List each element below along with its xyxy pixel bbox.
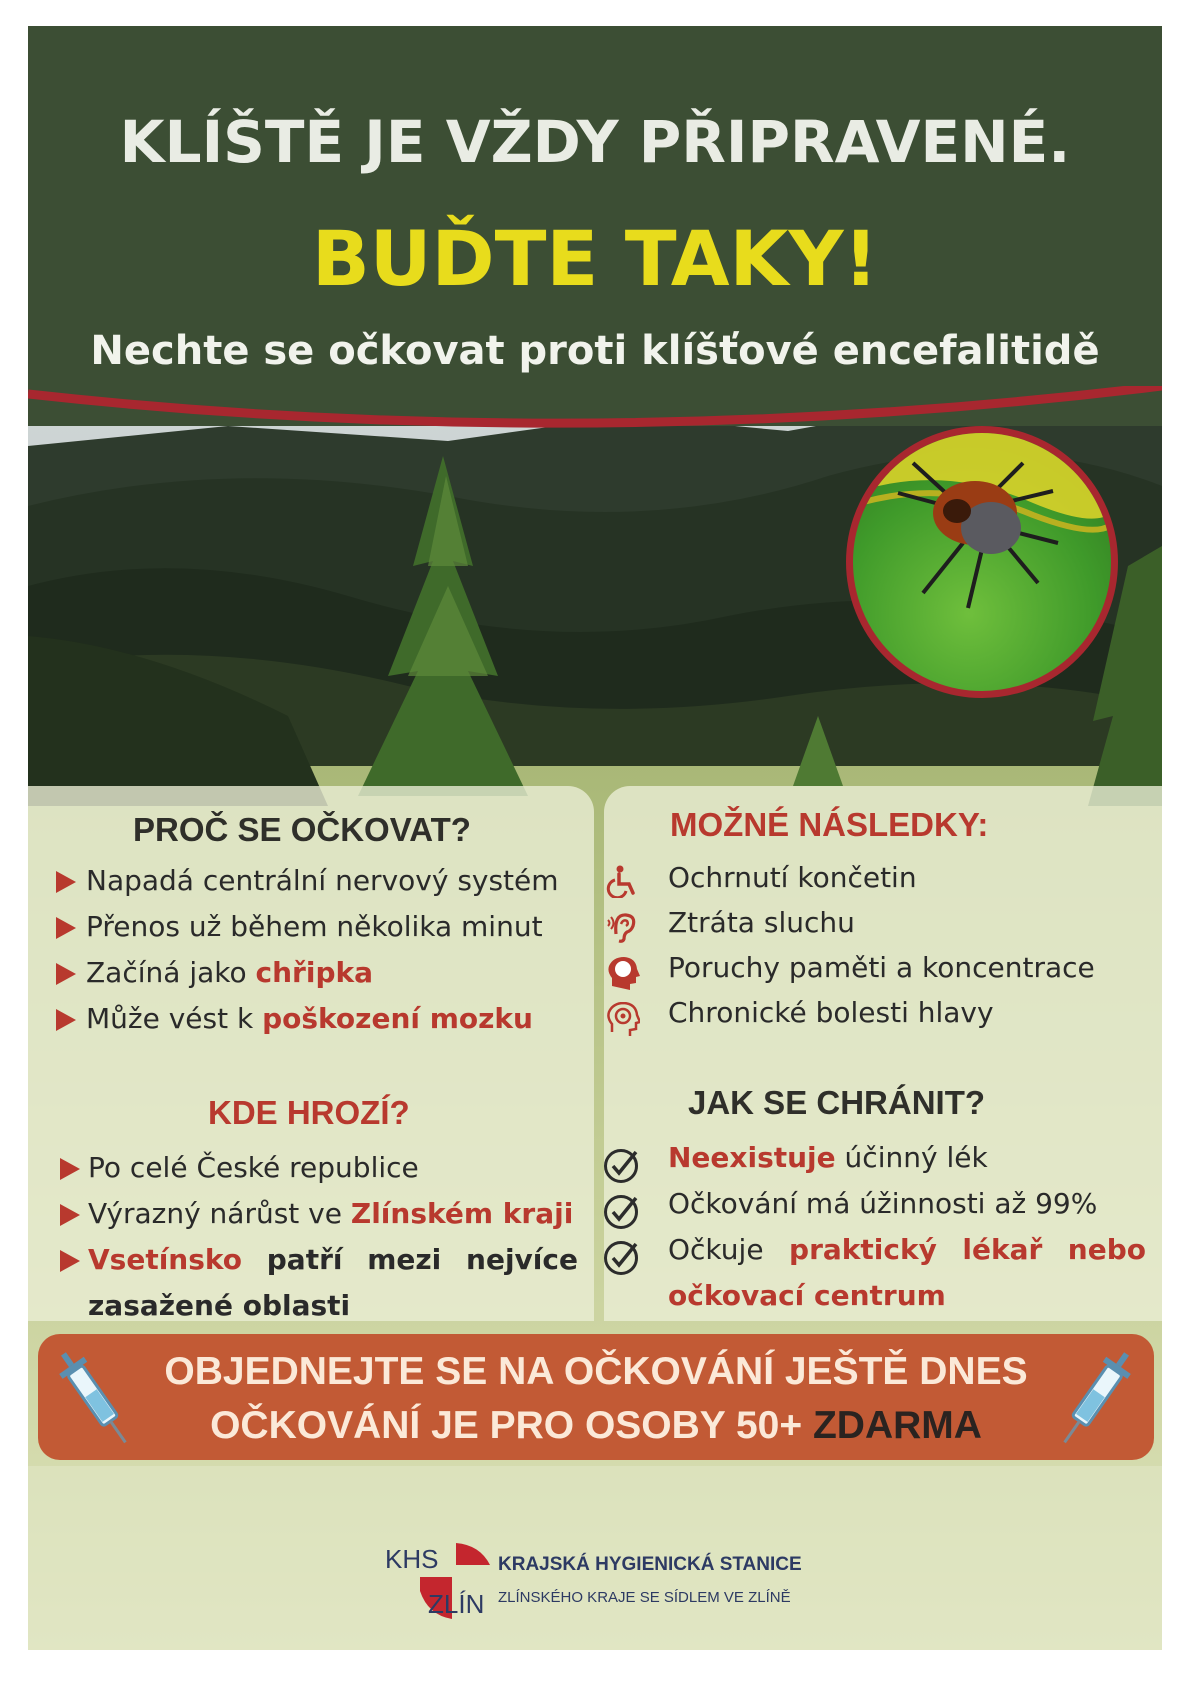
subheadline: Nechte se očkovat proti klíšťové encefalitidě <box>90 328 1100 374</box>
syringe-icon <box>50 1344 140 1454</box>
where-item-3-line1: Vsetínsko patří mezi nejvíce <box>88 1243 578 1276</box>
banner-line-1: OBJEDNEJTE SE NA OČKOVÁNÍ JEŠTĚ DNES <box>164 1350 1028 1393</box>
call-to-action-banner <box>38 1334 1154 1460</box>
banner-free-word: ZDARMA <box>812 1404 982 1447</box>
check-circle-icon <box>602 1239 640 1277</box>
logo-abbr-top: KHS <box>385 1544 439 1574</box>
where-item-3-line2: zasažené oblasti <box>88 1289 351 1322</box>
bullet-triangle-icon <box>56 917 76 939</box>
why-item-3: Začíná jako chřipka <box>86 956 374 989</box>
bullet-triangle-icon <box>56 1009 76 1031</box>
headline-emphasis: BUĎTE TAKY! <box>311 214 879 303</box>
check-circle-icon <box>602 1147 640 1185</box>
logo-organization-name: KRAJSKÁ HYGIENICKÁ STANICE <box>498 1554 802 1575</box>
section-title-consequences: MOŽNÉ NÁSLEDKY: <box>670 806 989 843</box>
banner-line-2: OČKOVÁNÍ JE PRO OSOBY 50+ ZDARMA <box>210 1404 982 1447</box>
poster <box>28 26 1162 1650</box>
bullet-triangle-icon <box>60 1158 80 1180</box>
syringe-icon <box>1050 1344 1140 1454</box>
head-pain-icon <box>606 1002 640 1038</box>
where-item-1: Po celé České republice <box>88 1151 419 1184</box>
why-item-3-highlight: chřipka <box>255 956 374 989</box>
consequence-item-4: Chronické bolesti hlavy <box>668 996 994 1029</box>
where-item-2-highlight: Zlínském kraji <box>350 1197 574 1230</box>
consequence-item-3: Poruchy paměti a koncentrace <box>668 951 1095 984</box>
protect-item-2: Očkování má úžinnosti až 99% <box>668 1187 1098 1220</box>
why-item-1: Napadá centrální nervový systém <box>86 864 559 897</box>
logo-abbr-bottom: ZLÍN <box>428 1589 485 1619</box>
consequence-item-1: Ochrnutí končetin <box>668 861 917 894</box>
section-title-where: KDE HROZÍ? <box>208 1094 410 1131</box>
logo-organization-subname: ZLÍNSKÉHO KRAJE SE SÍDLEM VE ZLÍNĚ <box>498 1589 791 1606</box>
protect-item-3-line1: Očkuje praktický lékař nebo <box>668 1233 1146 1266</box>
bullet-triangle-icon <box>56 963 76 985</box>
header-banner <box>28 26 1162 426</box>
head-memory-icon <box>606 956 640 992</box>
where-item-2: Výrazný nárůst ve Zlínském kraji <box>88 1197 574 1230</box>
why-item-4: Může vést k poškození mozku <box>86 1002 533 1035</box>
ear-icon <box>606 910 640 944</box>
tick-photo <box>846 426 1118 698</box>
wheelchair-icon <box>606 864 640 898</box>
bullet-triangle-icon <box>60 1204 80 1226</box>
section-title-protect: JAK SE CHRÁNIT? <box>688 1084 986 1121</box>
why-item-2: Přenos už během několika minut <box>86 910 543 943</box>
why-item-4-highlight: poškození mozku <box>262 1002 533 1035</box>
protect-item-1: Neexistuje účinný lék <box>668 1141 988 1174</box>
consequence-item-2: Ztráta sluchu <box>668 906 855 939</box>
bullet-triangle-icon <box>56 871 76 893</box>
section-title-why: PROČ SE OČKOVAT? <box>133 811 471 848</box>
bullet-triangle-icon <box>60 1250 80 1272</box>
check-circle-icon <box>602 1193 640 1231</box>
protect-item-3-line2: očkovací centrum <box>668 1279 946 1312</box>
headline: KLÍŠTĚ JE VŽDY PŘIPRAVENÉ. <box>119 108 1071 176</box>
